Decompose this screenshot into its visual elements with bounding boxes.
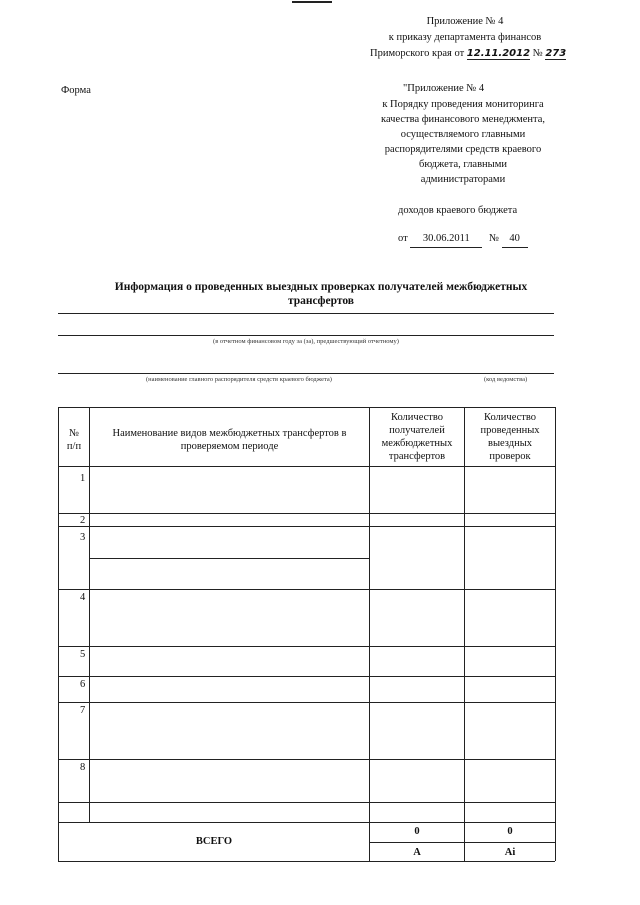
header-inspections-line: проверок — [489, 451, 531, 462]
row-number: 8 — [80, 762, 86, 773]
header-inspections-line: проведенных — [480, 425, 540, 436]
table-total-divider — [369, 842, 555, 843]
header-inspections — [465, 411, 555, 463]
table-row-line — [58, 526, 555, 527]
form-label: Форма — [61, 85, 91, 96]
header-recipients-line: межбюджетных — [381, 438, 453, 449]
code-inspections: Ai — [504, 847, 516, 858]
row-number: 1 — [80, 473, 86, 484]
appendix-no-label: № — [488, 233, 499, 244]
document-title — [58, 280, 584, 308]
table-row-line — [58, 676, 555, 677]
header-no-line: № — [68, 428, 80, 439]
order-header-from: Приморского края от — [370, 48, 465, 59]
table-row-subline — [89, 558, 369, 559]
total-recipients: 0 — [414, 826, 420, 837]
table-border-left — [58, 407, 59, 861]
appendix-income-line: доходов краевого бюджета — [398, 205, 518, 216]
period-caption: (в отчетном финансовом году за (за), предшествующий отчетному) — [213, 338, 399, 345]
header-name-line: проверяемом периоде — [180, 441, 279, 452]
document-title-line2: трансфертов — [288, 295, 354, 307]
appendix-body — [358, 97, 568, 187]
table-border-right — [555, 407, 556, 861]
row-number: 4 — [80, 592, 86, 603]
appendix-body-line: к Порядку проведения мониторинга — [382, 99, 544, 110]
order-header-line2: к приказу департамента финансов — [388, 32, 542, 43]
appendix-body-line: качества финансового менеджмента, — [381, 114, 545, 125]
table-row-line — [58, 646, 555, 647]
appendix-from-label: от — [398, 233, 408, 244]
header-recipients-line: Количество — [390, 412, 444, 423]
handwritten-date: 12.11.2012 — [466, 48, 531, 59]
table-border-bottom — [58, 861, 555, 862]
document-title-line1: Информация о проведенных выездных проверках получателей межбюджетных — [114, 281, 528, 293]
header-name — [90, 427, 369, 453]
row-number: 5 — [80, 649, 86, 660]
manager-line — [58, 373, 554, 374]
appendix-number: 40 — [502, 231, 528, 248]
appendix-body-line: распорядителями средств краевого — [384, 144, 542, 155]
table-row-line — [58, 589, 555, 590]
table-col-divider — [369, 407, 370, 861]
appendix-body-line: администраторами — [420, 174, 506, 185]
period-line — [58, 335, 554, 336]
row-number: 3 — [80, 532, 86, 543]
header-recipients-line: получателей — [389, 425, 445, 436]
row-number: 2 — [80, 515, 86, 526]
appendix-title: "Приложение № 4 — [403, 83, 485, 94]
order-number-sign: № — [532, 48, 543, 59]
header-inspections-line: выездных — [487, 438, 533, 449]
appendix-body-line: осуществляемого главными — [400, 129, 526, 140]
total-label: ВСЕГО — [195, 836, 233, 847]
header-recipients-line: трансфертов — [388, 451, 446, 462]
dept-code-caption: (код ведомства) — [484, 376, 528, 383]
appendix-body-line: бюджета, главными — [419, 159, 507, 170]
scan-mark — [292, 1, 332, 3]
total-inspections: 0 — [507, 826, 513, 837]
row-number: 7 — [80, 705, 86, 716]
header-inspections-line: Количество — [483, 412, 537, 423]
table-row-line — [58, 822, 555, 823]
header-name-line: Наименование видов межбюджетных трансфертов в — [112, 428, 347, 439]
table-row-line — [58, 759, 555, 760]
header-recipients — [370, 411, 464, 463]
table-border-top — [58, 407, 555, 408]
title-underline — [58, 313, 554, 314]
appendix-date: 30.06.2011 — [410, 231, 482, 248]
order-header — [370, 14, 567, 62]
table-row-line — [58, 702, 555, 703]
order-header-line1: Приложение № 4 — [426, 16, 504, 27]
handwritten-number: 273 — [545, 48, 567, 59]
header-no-line: п/п — [66, 441, 82, 452]
table-row-line — [58, 802, 555, 803]
table-row-line — [58, 513, 555, 514]
header-no — [59, 427, 89, 453]
row-number: 6 — [80, 679, 86, 690]
appendix-date-line — [398, 231, 528, 248]
manager-caption: (наименование главного распорядителя средств краевого бюджета) — [146, 376, 332, 383]
table-header-bottom — [58, 466, 555, 467]
table-col-divider — [464, 407, 465, 861]
order-header-line3 — [370, 46, 567, 62]
code-recipients: A — [413, 847, 421, 858]
table-col-divider — [89, 407, 90, 823]
